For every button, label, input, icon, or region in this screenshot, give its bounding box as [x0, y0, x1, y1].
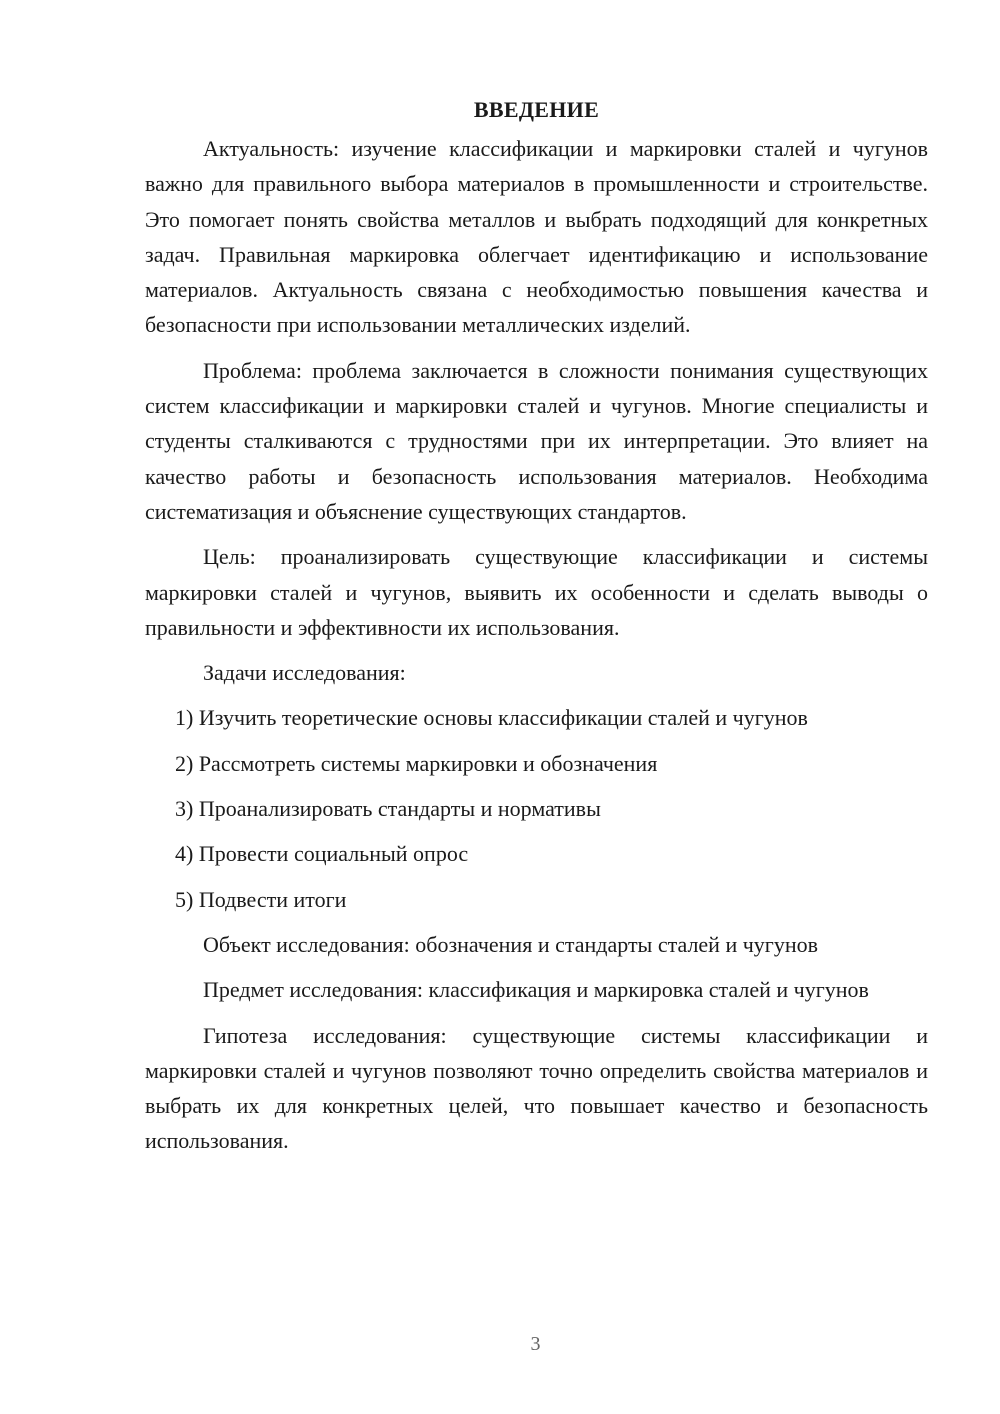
- tasks-list: [145, 700, 928, 916]
- page-number: 3: [530, 1333, 541, 1355]
- tasks-heading: Задачи исследования:: [203, 660, 406, 686]
- relevance-paragraph: Актуальность: изучение классификации и маркировки сталей и чугунов важно для правильного выбора материалов в промышленности и строительстве. Это помогает понять свойства металлов и выбрать подходящий для конкретных задач. Правильная маркировка облегчает идентификацию и использование материалов. Актуальность связана с необходимостью повышения качества и безопасности при использовании металлических изделий.: [145, 136, 928, 338]
- list-item: 5) Подвести итоги: [175, 886, 347, 912]
- object-paragraph: Объект исследования: обозначения и стандарты сталей и чугунов: [203, 931, 818, 957]
- list-item: 2) Рассмотреть системы маркировки и обозначения: [175, 750, 658, 776]
- problem-paragraph: Проблема: проблема заключается в сложности понимания существующих систем классификации и маркировки сталей и чугунов. Многие специалисты и студенты сталкиваются с трудностями при их интерпретации. Это влияет на качество работы и безопасность использования материалов. Необходима систематизация и объяснение существующих стандартов.: [145, 357, 928, 524]
- list-item: 1) Изучить теоретические основы классификации сталей и чугунов: [175, 705, 808, 731]
- list-item: 3) Проанализировать стандарты и нормативы: [175, 796, 601, 822]
- subject-paragraph: Предмет исследования: классификация и маркировка сталей и чугунов: [203, 977, 869, 1003]
- document-title: ВВЕДЕНИЕ: [473, 97, 600, 122]
- document-page: [145, 95, 928, 1169]
- list-item: 4) Провести социальный опрос: [175, 841, 469, 867]
- hypothesis-paragraph: Гипотеза исследования: существующие системы классификации и маркировки сталей и чугунов позволяют точно определить свойства материалов и выбрать их для конкретных целей, что повышает качество и безопасность использования.: [145, 1022, 928, 1154]
- goal-paragraph: Цель: проанализировать существующие классификации и системы маркировки сталей и чугунов, выявить их особенности и сделать выводы о правильности и эффективности их использования.: [145, 544, 928, 640]
